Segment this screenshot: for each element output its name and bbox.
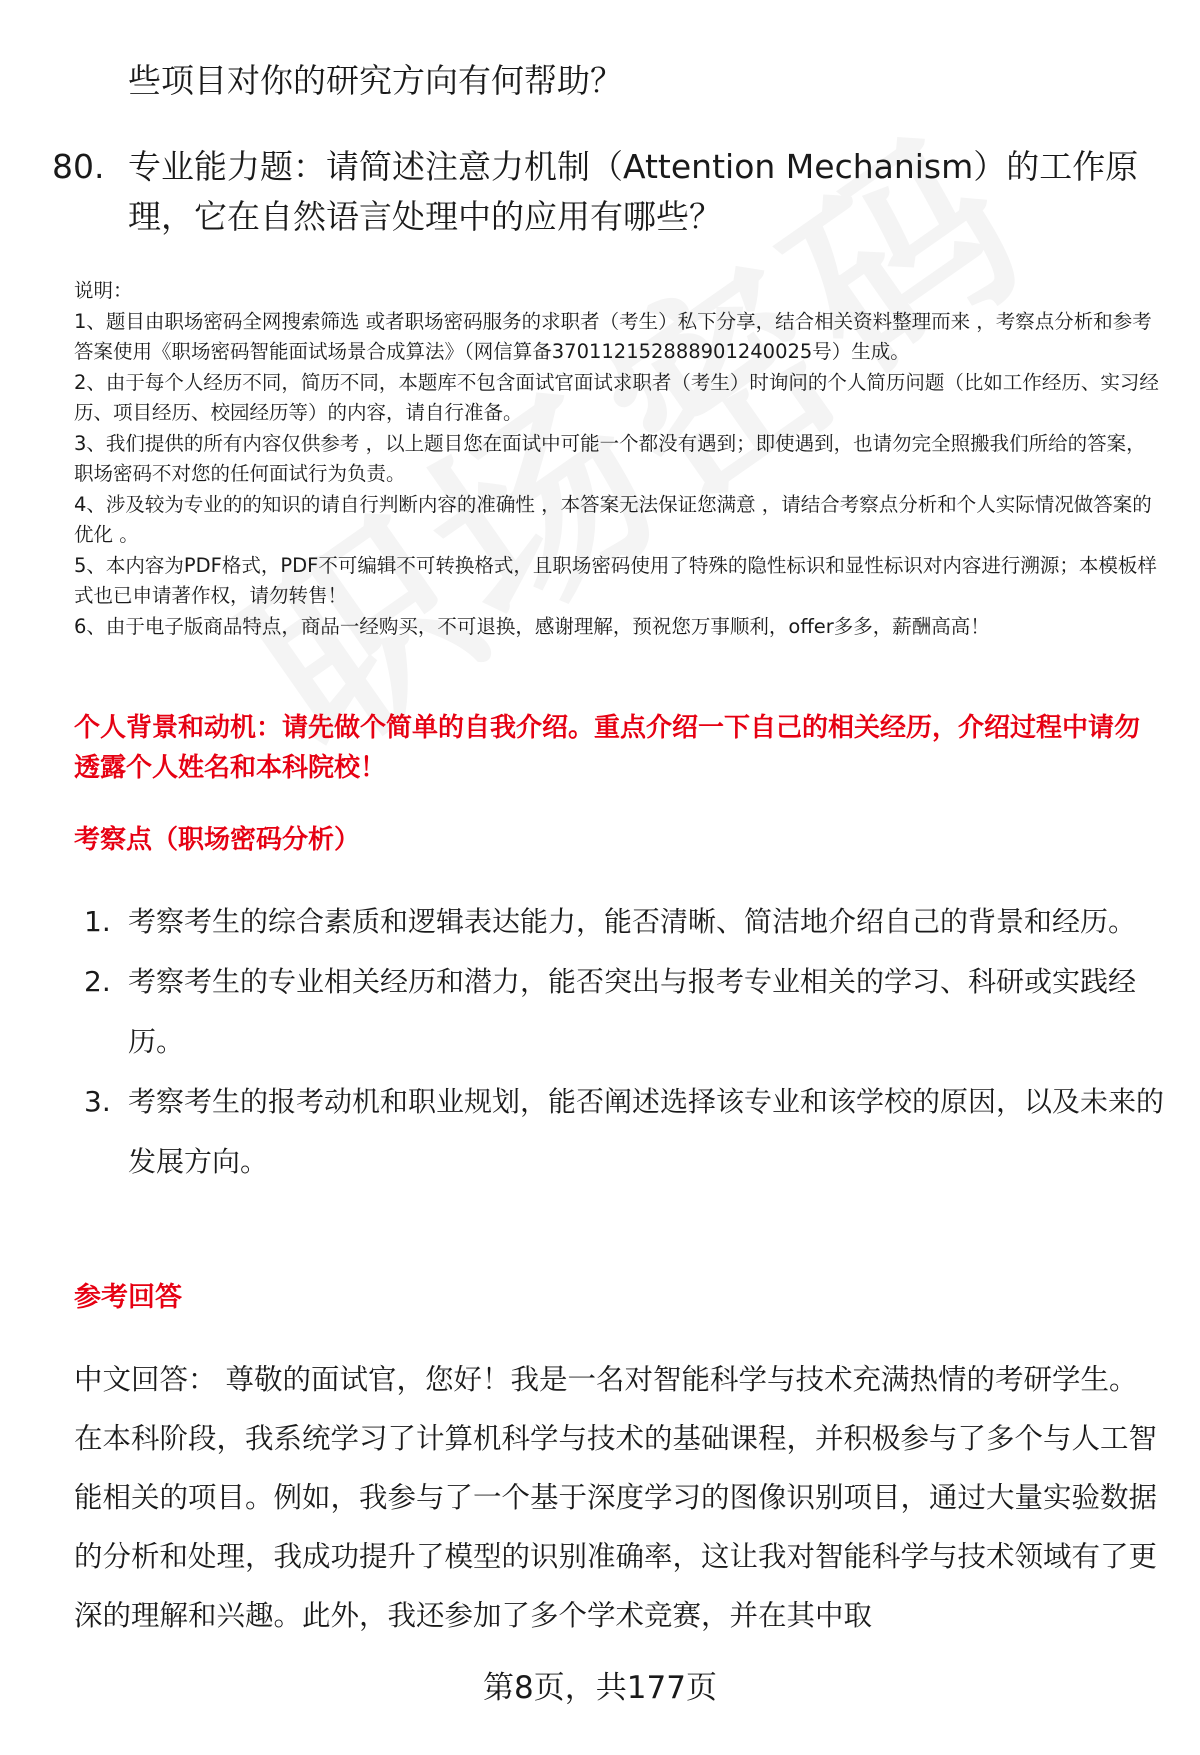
question-number: 80.	[52, 147, 105, 186]
exam-point	[74, 892, 1164, 952]
note-item: 2、由于每个人经历不同，简历不同，本题库不包含面试官面试求职者（考生）时询问的个人简历问题（比如工作经历、实习经历、项目经历、校园经历等）的内容，请自行准备。	[74, 370, 1159, 424]
reference-answer-heading: 参考回答	[74, 1282, 182, 1313]
exam-point-number: 2.	[84, 965, 111, 998]
intro-question: 个人背景和动机：请先做个简单的自我介绍。重点介绍一下自己的相关经历，介绍过程中请勿透露个人姓名和本科院校！	[74, 713, 1141, 783]
question-text: 专业能力题：请简述注意力机制（Attention Mechanism）的工作原理，它在自然语言处理中的应用有哪些？	[128, 147, 1139, 236]
page-footer: 第8页，共177页	[483, 1670, 717, 1706]
notes-section	[74, 276, 1164, 642]
exam-points-heading: 考察点（职场密码分析）	[74, 825, 361, 855]
note-item: 6、由于电子版商品特点，商品一经购买，不可退换，感谢理解，预祝您万事顺利，offer多多，薪酬高高！	[74, 614, 990, 638]
exam-point-number: 3.	[84, 1085, 111, 1118]
exam-point	[74, 1072, 1164, 1192]
exam-points-list	[74, 892, 1164, 1192]
exam-point	[74, 952, 1164, 1072]
exam-point-number: 1.	[84, 905, 111, 938]
reference-answer-text: 中文回答： 尊敬的面试官，您好！我是一名对智能科学与技术充满热情的考研学生。在本科阶段，我系统学习了计算机科学与技术的基础课程，并积极参与了多个与人工智能相关的项目。例如，我参与了一个基于深度学习的图像识别项目，通过大量实验数据的分析和处理，我成功提升了模型的识别准确率，这让我对智能科学与技术领域有了更深的理解和兴趣。此外，我还参加了多个学术竞赛，并在其中取	[74, 1363, 1158, 1632]
note-item: 3、我们提供的所有内容仅供参考 ，以上题目您在面试中可能一个都没有遇到；即使遇到，也请勿完全照搬我们所给的答案，职场密码不对您的任何面试行为负责。	[74, 431, 1146, 485]
exam-point-text: 考察考生的综合素质和逻辑表达能力，能否清晰、简洁地介绍自己的背景和经历。	[128, 905, 1137, 938]
exam-point-text: 考察考生的报考动机和职业规划，能否阐述选择该专业和该学校的原因，以及未来的发展方向。	[128, 1085, 1165, 1178]
note-item: 5、本内容为PDF格式，PDF不可编辑不可转换格式，且职场密码使用了特殊的隐性标识和显性标识对内容进行溯源；本模板样式也已申请著作权，请勿转售！	[74, 553, 1157, 607]
exam-point-text: 考察考生的专业相关经历和潜力，能否突出与报考专业相关的学习、科研或实践经历。	[128, 965, 1137, 1058]
question-continuation: 些项目对你的研究方向有何帮助？	[128, 61, 623, 100]
question-80	[52, 142, 1162, 242]
note-item: 4、涉及较为专业的的知识的请自行判断内容的准确性 ，本答案无法保证您满意 ，请结合考察点分析和个人实际情况做答案的优化 。	[74, 492, 1152, 546]
note-item: 1、题目由职场密码全网搜索筛选 或者职场密码服务的求职者（考生）私下分享，结合相关资料整理而来 ，考察点分析和参考答案使用《职场密码智能面试场景合成算法》（网信算备370112152888901240025号）生成。	[74, 309, 1152, 363]
notes-title: 说明：	[74, 279, 133, 302]
